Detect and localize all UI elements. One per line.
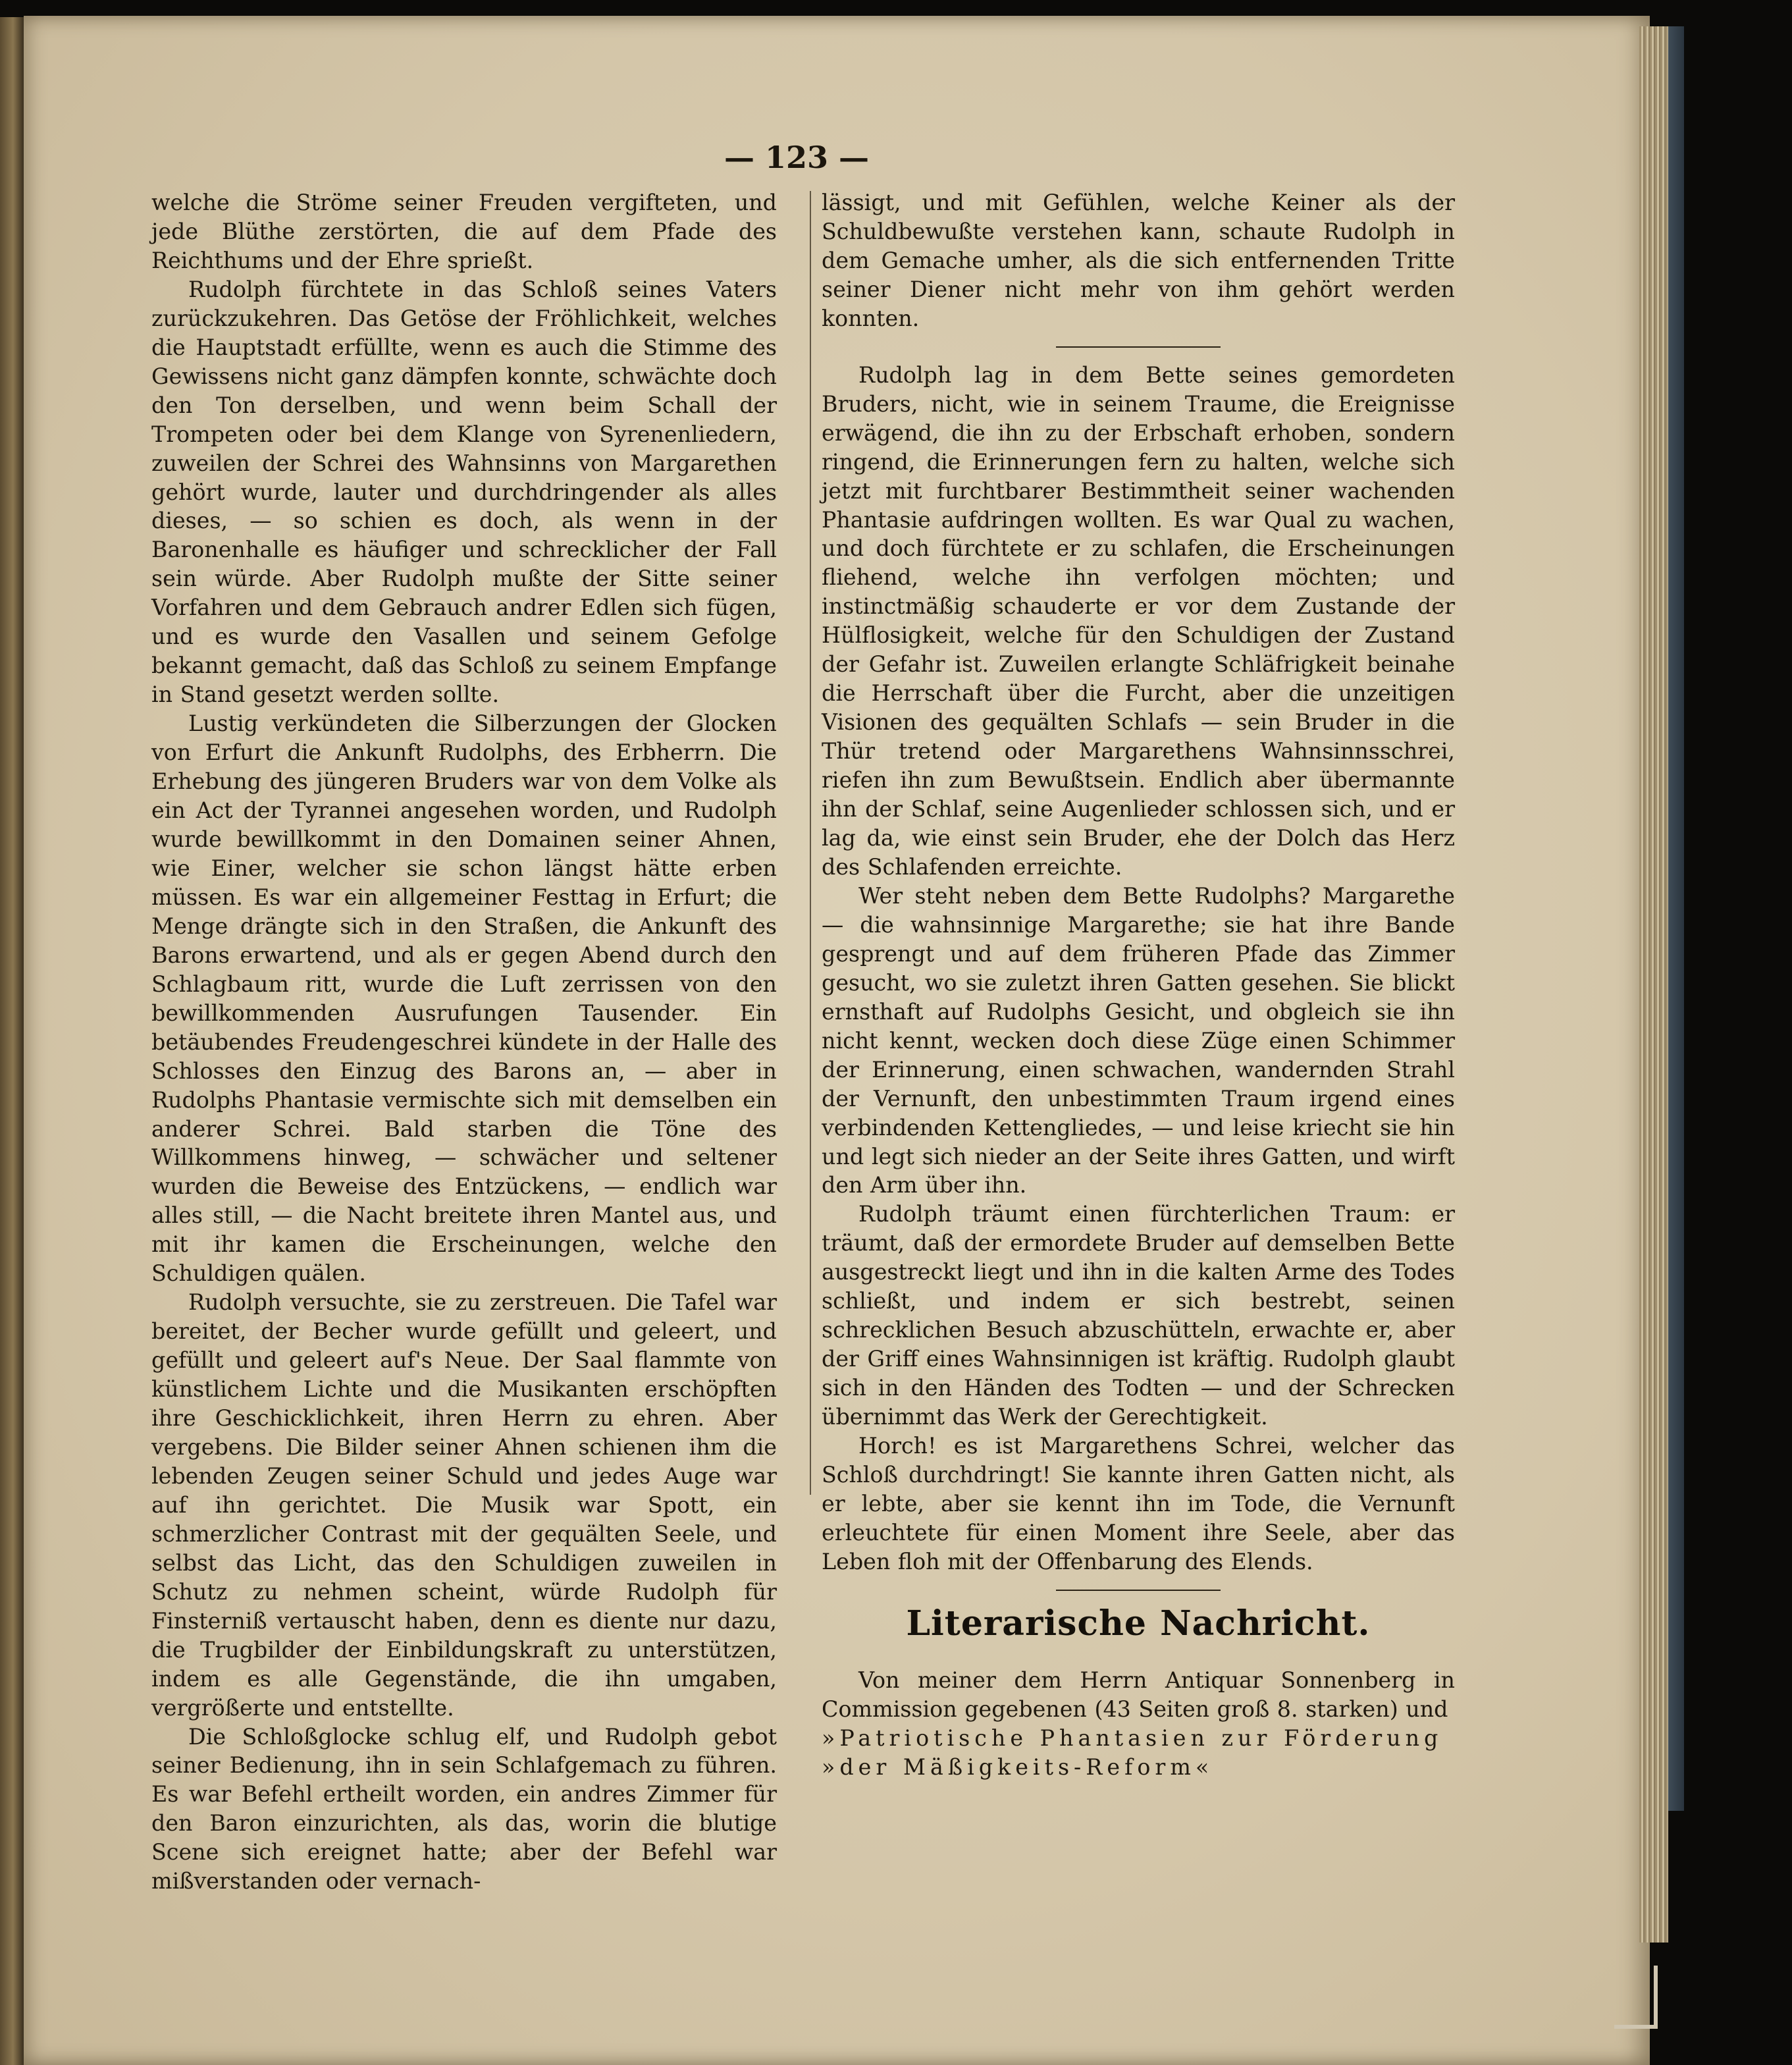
column-divider <box>810 191 811 1495</box>
book-cover-edge <box>1668 26 1684 1811</box>
paragraph: Rudolph träumt einen fürchterlichen Traum: er träumt, daß der ermordete Bruder auf demselben Bette ausgestreckt liegt und ihn in die kalten Arme des Todes schließt, und indem er sich bestrebt, seinen schrecklichen Besuch abzuschütteln, erwachte er, aber der Griff eines Wahnsinnigen ist kräftig. Rudolph glaubt sich in den Händen des Todten — und der Schrecken übernimmt das Werk der Gerechtigkeit. <box>822 1201 1455 1430</box>
paragraph: Horch! es ist Margarethens Schrei, welcher das Schloß durchdringt! Sie kannte ihren Gatten nicht, als er lebte, aber sie kennt ihn im Tode, die Vernunft erleuchtete für einen Moment ihre Seele, aber das Leben floh mit der Offenbarung des Elends. <box>822 1433 1455 1574</box>
notice-paragraph: Von meiner dem Herrn Antiquar Sonnenberg in Commission gegebenen (43 Seiten groß 8. starken) und <box>822 1667 1455 1722</box>
adjacent-page-edge <box>0 17 24 2065</box>
paragraph: Lustig verkündeten die Silberzungen der Glocken von Erfurt die Ankunft Rudolphs, des Erbherrn. Die Erhebung des jüngeren Bruders war von dem Volke als ein Act der Tyrannei angesehen worden, und Rudolph wurde bewillkommt in den Domainen seiner Ahnen, wie Einer, welcher sie schon längst hätte erben müssen. Es war ein allgemeiner Festtag in Erfurt; die Menge drängte sich in den Straßen, die Ankunft des Barons erwartend, und als er gegen Abend durch den Schlagbaum ritt, wurde die Luft zerrissen von den bewillkommenden Ausrufungen Tausender. Ein betäubendes Freudengeschrei kündete in der Halle des Schlosses den Einzug des Barons an, — aber in Rudolphs Phantasie vermischte sich mit demselben ein anderer Schrei. Bald starben die Töne des Willkommens hinweg, — schwächer und seltener wurden die Beweise des Entzückens, — endlich war alles still, — die Nacht breitete ihren Mantel aus, und mit ihr kamen die Erscheinungen, welche den Schuldigen quälen. <box>151 711 777 1287</box>
notice-title-line: »der Mäßigkeits-Reform« <box>822 1754 1214 1780</box>
paragraph: Rudolph lag in dem Bette seines gemordeten Bruders, nicht, wie in seinem Traume, die Ereignisse erwägend, die ihn zu der Erbschaft erhoben, sondern ringend, die Erinnerungen fern zu halten, welche sich jetzt mit furchtbarer Bestimmtheit seiner wachenden Phantasie aufdringen wollten. Es war Qual zu wachen, und doch fürchtete er zu schlafen, die Erscheinungen fliehend, welche ihn verfolgen möchten; und instinctmäßig schauderte er vor dem Zustande der Hülflosigkeit, welche für den Schuldigen der Zustand der Gefahr ist. Zuweilen erlangte Schläfrigkeit beinahe die Herrschaft über die Furcht, aber die unzeitigen Visionen des gequälten Schlafs — sein Bruder in die Thür tretend oder Margarethens Wahnsinnsschrei, riefen ihn zum Bewußtsein. Endlich aber übermannte ihn der Schlaf, seine Augenlieder schlossen sich, und er lag da, wie einst sein Bruder, ehe der Dolch das Herz des Schlafenden erreichte. <box>822 362 1455 880</box>
scan-corner-mark <box>1614 1966 1658 2029</box>
paragraph: Rudolph versuchte, sie zu zerstreuen. Die Tafel war bereitet, der Becher wurde gefüllt und geleert, und gefüllt und geleert auf's Neue. Der Saal flammte von künstlichem Lichte und die Musikanten erschöpften ihre Geschicklichkeit, ihren Herrn zu ehren. Aber vergebens. Die Bilder seiner Ahnen schienen ihm die lebenden Zeugen seiner Schuld und jedes Auge war auf ihn gerichtet. Die Musik war Spott, ein schmerzlicher Contrast mit der gequälten Seele, und selbst das Licht, das den Schuldigen zuweilen in Schutz zu nehmen scheint, würde Rudolph für Finsterniß vertauscht haben, denn es diente nur dazu, die Trugbilder der Einbildungskraft zu unterstützen, indem es alle Gegenstände, die ihn umgaben, vergrößerte und entstellte. <box>151 1289 777 1721</box>
notice-title-line: »Patriotische Phantasien zur Förderung <box>822 1725 1443 1751</box>
paragraph: Wer steht neben dem Bette Rudolphs? Margarethe — die wahnsinnige Margarethe; sie hat ihre Bande gesprengt und auf dem früheren Pfade das Zimmer gesucht, wo sie zuletzt ihren Gatten gesehen. Sie blickt ernsthaft auf Rudolphs Gesicht, und obgleich sie ihn nicht kennt, wecken doch diese Züge einen Schimmer der Erinnerung, einen schwachen, wandernden Strahl der Vernunft, den unbestimmten Traum irgend eines verbindenden Kettengliedes, — und leise kriecht sie hin und legt sich nieder an der Seite ihres Gatten, und wirft den Arm über ihn. <box>822 882 1455 1198</box>
paragraph: Die Schloßglocke schlug elf, und Rudolph gebot seiner Bedienung, ihn in sein Schlafgemach zu führen. Es war Befehl ertheilt worden, ein andres Zimmer für den Baron einzurichten, als das, worin die blutige Scene sich ereignet hatte; aber der Befehl war mißverstanden oder vernach- <box>151 1723 777 1894</box>
paragraph: welche die Ströme seiner Freuden vergifteten, und jede Blüthe zerstörten, die auf dem Pfade des Reichthums und der Ehre sprießt. <box>151 190 777 273</box>
paragraph: Rudolph fürchtete in das Schloß seines Vaters zurückzukehren. Das Getöse der Fröhlichkeit, welches die Hauptstadt erfüllte, wenn es auch die Stimme des Gewissens nicht ganz dämpfen konnte, schwächte doch den Ton derselben, und wenn beim Schall der Trompeten oder bei dem Klange von Syrenenliedern, zuweilen der Schrei des Wahnsinns von Margarethen gehört wurde, lauter und durchdringender als alles dieses, — so schien es doch, als wenn in der Baronenhalle es häufiger und schrecklicher der Fall sein würde. Aber Rudolph mußte der Sitte seiner Vorfahren und dem Gebrauch andrer Edlen sich fügen, und es wurde den Vasallen und seinem Gefolge bekannt gemacht, daß das Schloß zu seinem Empfange in Stand gesetzt werden sollte. <box>151 276 777 708</box>
section-divider <box>1056 1590 1221 1591</box>
paragraph: lässigt, und mit Gefühlen, welche Keiner als der Schuldbewußte verstehen kann, schaute Rudolph in dem Gemache umher, als die sich entfernenden Tritte seiner Diener nicht mehr von ihm gehört werden konnten. <box>822 190 1455 331</box>
right-column <box>822 188 1455 1782</box>
page-stack-edges <box>1639 26 1668 1943</box>
section-divider <box>1056 346 1221 348</box>
left-column <box>151 188 777 1896</box>
page-number: — 123 — <box>724 140 870 175</box>
section-heading: Literarische Nachricht. <box>906 1603 1371 1644</box>
